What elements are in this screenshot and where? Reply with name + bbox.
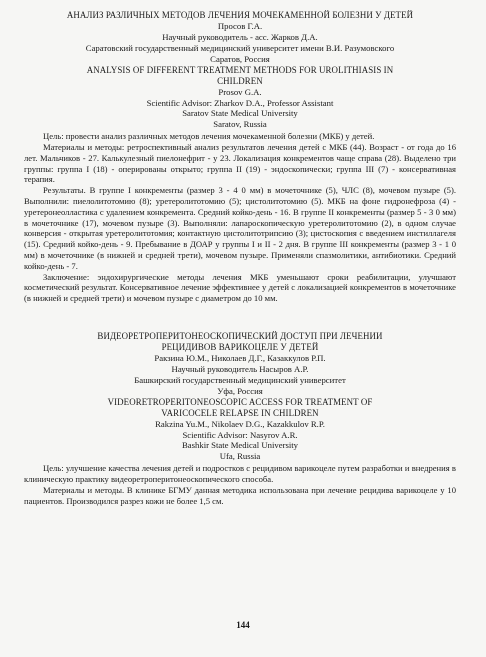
abstract-1-author-ru: Просов Г.А.	[217, 21, 263, 31]
abstract-2-paragraph-methods: Материалы и методы. В клинике БГМУ данная методика использована при лечение рецидива варикоцеле у 10 пациентов. Производился разрез кожи не более 1,5 см.	[24, 484, 456, 506]
abstract-1-affiliation-ru: Саратовский государственный медицинский университет имени В.И. Разумовского	[85, 42, 395, 53]
abstract-2-advisor-ru: Научный руководитель Насыров А.Р.	[171, 363, 309, 374]
abstract-1-paragraph-aim: Цель: провести анализ различных методов лечения мочекаменной болезни (МКБ) у детей.	[43, 131, 375, 142]
abstract-2-city-en: Ufa, Russia	[219, 451, 261, 462]
abstract-1-affiliation-en: Saratov State Medical University	[182, 108, 298, 119]
page-number: 144	[236, 620, 250, 630]
abstract-2-affiliation-en: Bashkir State Medical University	[181, 440, 299, 451]
abstract-2-city-ru: Уфа, Россия	[217, 385, 263, 396]
abstract-1-title-en: ANALYSIS OF DIFFERENT TREATMENT METHODS FOR UROLITHIASIS IN CHILDREN	[86, 64, 394, 86]
abstract-2-title-en: VIDEORETROPERITONEOSCOPIC ACCESS FOR TREATMENT OF VARICOCELE RELAPSE IN CHILDREN	[107, 396, 373, 418]
abstract-1-paragraph-conclusion: Заключение: эндохирургические методы лечения МКБ уменьшают сроки реабилитации, улучшают косметический результат. Консервативное лечение эффективнее у детей с локализацией конкрементов в мочеточнике (в нижней и средней трети) и мочевом пузыре с диаметром до 10 мм.	[24, 271, 456, 304]
abstract-2-affiliation-ru: Башкирский государственный медицинский университет	[134, 374, 346, 385]
abstract-1-advisor-en: Scientific Advisor: Zharkov D.A., Professor Assistant	[146, 97, 334, 108]
abstract-2-title-ru: ВИДЕОРЕТРОПЕРИТОНЕОСКОПИЧЕСКИЙ ДОСТУП ПРИ ЛЕЧЕНИИ РЕЦИДИВОВ ВАРИКОЦЕЛЕ У ДЕТЕЙ	[97, 331, 383, 352]
abstract-2-author-ru: Ракзина Ю.М., Николаев Д.Г., Казаккулов Р.П.	[154, 353, 326, 363]
abstract-2-author-en: Rakzina Yu.M., Nikolaev D.G., Kazakkulov R.P.	[155, 418, 325, 429]
abstract-1	[24, 10, 456, 304]
abstract-2-paragraph-aim: Цель: улучшение качества лечения детей и подростков с рецидивом варикоцеле путем разработки и внедрения в клиническую практику видеоретроперитонеоскопического способа.	[24, 463, 456, 485]
abstract-1-paragraph-results: Результаты. В группе I конкременты (размер 3 - 4 0 мм) в мочеточнике (5), ЧЛС (8), мочевом пузыре (5). Выполнили: пиелолитотомию (8); уретеролитотомию (5); цистолитотомию (5). МКБ на фоне гидронефроза (4) - уретеронеолластика с удалением конкремента. Средний койко-день - 16. В группе II конкременты (размер 5 - 3 0 мм) в мочеточнике (17), мочевом пузыре (3). Выполняли: лапароскопическую уретеролитотомию (2), в одном случае конверсия - открытая уретеролитотомия; контактную цистолитотрипсию (3); цистоскопия с введением инстиллагеля (15). Средний койко-день - 9. Пребывание в ДОАР у группы I и II - 2 дня. В группе III конкременты (размер 3 - 1 0 мм) в мочеточнике (в нижней и средней трети), мочевом пузыре. Применяли спазмолитики, антибиотики. Средний койко-день - 7.	[24, 185, 456, 271]
abstract-1-paragraph-methods: Материалы и методы: ретроспективный анализ результатов лечения детей с МКБ (44). Возраст - от года до 16 лет. Мальчиков - 27. Калькулезный пиелонефрит - у 23. Локализация конкрементов чаще справа (28). Выделено три группы: группа I (18) - оперированы открыто; группа II (19) - эндоскопически; группа III (7) - консервативная терапия.	[24, 142, 456, 185]
abstract-1-advisor-ru: Научный руководитель - асс. Жарков Д.А.	[162, 31, 318, 42]
abstract-1-author-en: Prosov G.A.	[218, 86, 262, 97]
abstract-1-city-ru: Саратов, Россия	[210, 53, 270, 64]
abstract-2	[24, 331, 456, 506]
abstract-1-title-ru: АНАЛИЗ РАЗЛИЧНЫХ МЕТОДОВ ЛЕЧЕНИЯ МОЧЕКАМЕННОЙ БОЛЕЗНИ У ДЕТЕЙ	[66, 10, 414, 20]
abstract-2-advisor-en: Scientific Advisor: Nasyrov A.R.	[182, 429, 298, 440]
abstract-1-city-en: Saratov, Russia	[213, 119, 267, 130]
